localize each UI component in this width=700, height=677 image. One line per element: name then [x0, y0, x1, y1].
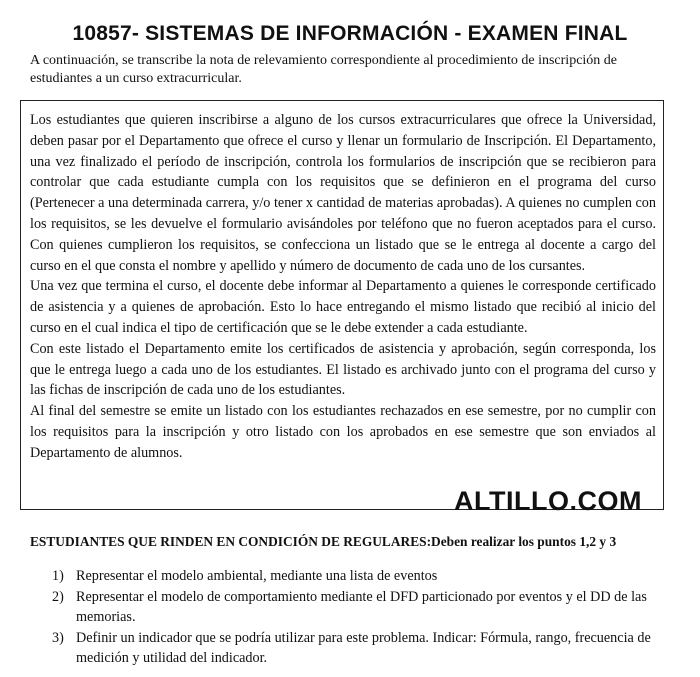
section-heading: ESTUDIANTES QUE RINDEN EN CONDICIÓN DE REGULARES:Deben realizar los puntos 1,2 y 3	[30, 534, 617, 549]
case-text	[30, 110, 656, 464]
case-paragraph: Una vez que termina el curso, el docente debe informar al Departamento a quienes le corresponde certificado de asistencia y a quienes de aprobación. Esto lo hace entregando el mismo listado que recibió al inicio del curso en el cual indica el tipo de certificación que se le debe extender a cada estudiante.	[30, 278, 656, 336]
task-number: 2)	[52, 589, 64, 605]
case-paragraph: Los estudiantes que quieren inscribirse a alguno de los cursos extracurriculares que ofrece la Universidad, deben pasar por el Departamento que ofrece el curso y llenar un formulario de Inscripción. El Departamento, una vez finalizado el período de inscripción, controla los formularios de inscripción que se recibieron para controlar que cada estudiante cumpla con los requisitos que se definieron en el programa del curso (Pertenecer a una determinada carrera, y/o tener x cantidad de materias aprobadas). A quienes no cumplen con los requisitos, se les devuelve el formulario avisándoles por teléfono que no fueron aceptados para el curso. Con quienes cumplieron los requisitos, se confecciona un listado que se le entrega al docente a cargo del curso en el que consta el nombre y apellido y número de documento de cada uno de los cursantes.	[30, 112, 656, 274]
exam-title: 10857- SISTEMAS DE INFORMACIÓN - EXAMEN FINAL	[72, 22, 628, 45]
task-list	[52, 566, 662, 669]
task-item	[52, 587, 662, 627]
task-item	[52, 566, 662, 586]
intro-text: A continuación, se transcribe la nota de relevamiento correspondiente al procedimiento de inscripción de estudiantes a un curso extracurricular.	[30, 53, 618, 86]
watermark-logo: ALTILLO.COM	[454, 486, 642, 516]
task-text: Representar el modelo ambiental, mediante una lista de eventos	[76, 568, 438, 584]
task-item	[52, 628, 662, 668]
case-paragraph: Con este listado el Departamento emite los certificados de asistencia y aprobación, según corresponda, los que le entrega luego a cada uno de los estudiantes. El listado es archivado junto con el programa del curso y las fichas de inscripción de cada uno de los estudiantes.	[30, 340, 656, 399]
task-number: 3)	[52, 630, 64, 646]
task-text: Representar el modelo de comportamiento mediante el DFD particionado por eventos y el DD de las memorias.	[76, 589, 647, 625]
task-number: 1)	[52, 568, 64, 584]
case-paragraph: Al final del semestre se emite un listado con los estudiantes rechazados en ese semestre, por no cumplir con los requisitos para la inscripción y otro listado con los aprobados en ese semestre que son enviados al Departamento de alumnos.	[30, 403, 656, 461]
task-text: Definir un indicador que se podría utilizar para este problema. Indicar: Fórmula, rango, frecuencia de medición y utilidad del indicador.	[76, 630, 651, 666]
